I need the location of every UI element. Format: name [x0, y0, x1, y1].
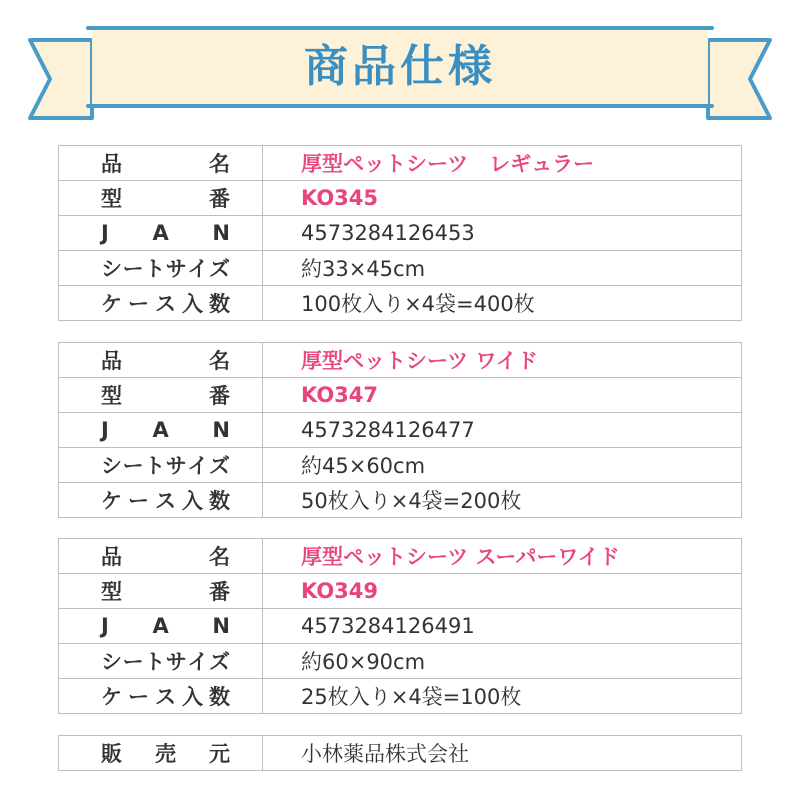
label-char: 型 [101, 384, 122, 408]
row-label-text [59, 183, 262, 213]
label-char: A [152, 418, 169, 442]
row-label [59, 644, 263, 679]
label-char: イ [187, 650, 209, 674]
row-label-text [59, 576, 262, 606]
row-value: KO347 [263, 378, 742, 413]
row-value: 4573284126491 [263, 609, 742, 644]
table-row [59, 343, 742, 378]
row-label [59, 216, 263, 251]
table-row [59, 378, 742, 413]
row-label [59, 413, 263, 448]
row-value: 100枚入り×4袋=400枚 [263, 286, 742, 321]
row-label [59, 574, 263, 609]
label-char: ズ [208, 454, 230, 478]
table-row [59, 609, 742, 644]
label-char: 入 [182, 489, 203, 513]
row-label-text [59, 418, 262, 442]
label-char: シ [101, 454, 122, 478]
row-value: 25枚入り×4袋=100枚 [263, 679, 742, 714]
row-label-text [59, 681, 262, 711]
label-char: 売 [155, 742, 176, 766]
table-row [59, 679, 742, 714]
table-row [59, 644, 742, 679]
table-row [59, 251, 742, 286]
row-label-text [59, 541, 262, 571]
row-label [59, 483, 263, 518]
label-char: 品 [101, 545, 122, 569]
row-value: KO345 [263, 181, 742, 216]
label-char: A [152, 221, 169, 245]
row-label-text [59, 485, 262, 515]
label-char: 名 [209, 152, 230, 176]
label-char: J [101, 614, 109, 638]
row-label-text [59, 738, 262, 768]
label-char: N [212, 418, 230, 442]
label-char: 数 [209, 292, 230, 316]
label-char: 番 [209, 187, 230, 211]
label-char: イ [187, 257, 209, 281]
product-spec-table [58, 538, 742, 714]
label-char: ス [155, 685, 176, 709]
row-value: 約45×60cm [263, 448, 742, 483]
table-row [59, 539, 742, 574]
label-char: A [152, 614, 169, 638]
label-char: ズ [208, 257, 230, 281]
row-value: 約33×45cm [263, 251, 742, 286]
table-row [59, 181, 742, 216]
label-char: サ [165, 257, 187, 281]
label-char: 名 [209, 349, 230, 373]
row-label-text [59, 380, 262, 410]
row-value: 厚型ペットシーツ スーパーワイド [263, 539, 742, 574]
label-char: イ [187, 454, 209, 478]
row-label [59, 609, 263, 644]
label-char: J [101, 418, 109, 442]
label-char: シ [101, 650, 122, 674]
row-value: 厚型ペットシーツ ワイド [263, 343, 742, 378]
table-row [59, 448, 742, 483]
label-char: ト [144, 257, 166, 281]
table-row [59, 483, 742, 518]
row-label [59, 146, 263, 181]
label-char: 入 [182, 292, 203, 316]
label-char: サ [165, 650, 187, 674]
label-char: ケ [101, 489, 122, 513]
row-label-text [59, 345, 262, 375]
label-char: ズ [208, 650, 230, 674]
row-label [59, 286, 263, 321]
label-char: 名 [209, 545, 230, 569]
label-char: ー [128, 685, 149, 709]
label-char: 販 [101, 742, 122, 766]
table-row [59, 286, 742, 321]
row-value: 4573284126453 [263, 216, 742, 251]
row-label-text [59, 221, 262, 245]
row-value: 厚型ペットシーツ レギュラー [263, 146, 742, 181]
label-char: 元 [209, 742, 230, 766]
label-char: シ [101, 257, 122, 281]
label-char: 番 [209, 384, 230, 408]
product-spec-table [58, 342, 742, 518]
row-label-text [59, 646, 262, 676]
label-char: ー [128, 489, 149, 513]
row-value: 4573284126477 [263, 413, 742, 448]
seller-name: 小林薬品株式会社 [263, 736, 742, 771]
label-char: 型 [101, 187, 122, 211]
seller-table [58, 735, 742, 771]
row-label-text [59, 253, 262, 283]
table-row [59, 216, 742, 251]
label-char: 品 [101, 349, 122, 373]
row-label [59, 448, 263, 483]
row-label [59, 251, 263, 286]
label-char: 型 [101, 580, 122, 604]
header-banner [0, 0, 800, 130]
label-char: ケ [101, 685, 122, 709]
label-char: 入 [182, 685, 203, 709]
label-char: ス [155, 489, 176, 513]
label-char: ケ [101, 292, 122, 316]
table-row [59, 146, 742, 181]
row-label-text [59, 450, 262, 480]
label-char: N [212, 221, 230, 245]
table-row [59, 574, 742, 609]
label-char: ー [122, 257, 144, 281]
product-spec-table [58, 145, 742, 321]
label-char: サ [165, 454, 187, 478]
label-char: 品 [101, 152, 122, 176]
row-label-text [59, 148, 262, 178]
label-char: 数 [209, 685, 230, 709]
label-char: 数 [209, 489, 230, 513]
label-char: ス [155, 292, 176, 316]
label-char: 番 [209, 580, 230, 604]
row-label [59, 736, 263, 771]
table-row [59, 413, 742, 448]
label-char: ト [144, 650, 166, 674]
row-label [59, 181, 263, 216]
label-char: ー [128, 292, 149, 316]
label-char: N [212, 614, 230, 638]
label-char: J [101, 221, 109, 245]
row-value: KO349 [263, 574, 742, 609]
row-label-text [59, 614, 262, 638]
label-char: ー [122, 454, 144, 478]
row-label [59, 539, 263, 574]
row-value: 約60×90cm [263, 644, 742, 679]
row-value: 50枚入り×4袋=200枚 [263, 483, 742, 518]
label-char: ー [122, 650, 144, 674]
row-label-text [59, 288, 262, 318]
row-label [59, 343, 263, 378]
page-title: 商品仕様 [304, 41, 496, 92]
row-label [59, 378, 263, 413]
row-label [59, 679, 263, 714]
table-row [59, 736, 742, 771]
label-char: ト [144, 454, 166, 478]
